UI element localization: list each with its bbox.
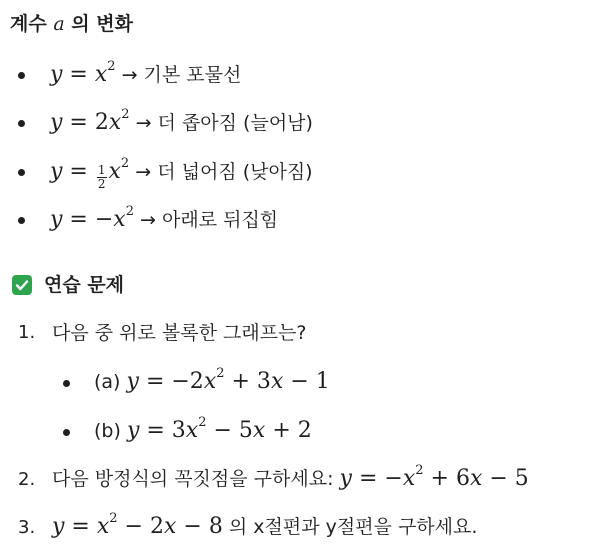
equation: $y = x^2 - 2x - 8$ bbox=[52, 511, 223, 539]
list-item-desc: → 더 좁아짐 (늘어남) bbox=[129, 112, 313, 134]
question-2 bbox=[52, 465, 529, 493]
section-heading-practice: 연습 문제 bbox=[44, 274, 125, 296]
equation: y = $\frac{1}{2}$ $x^2$ bbox=[50, 156, 130, 191]
section-heading-coefficient bbox=[10, 11, 133, 37]
equation: $y = x^2$ bbox=[50, 59, 116, 87]
list-item-flipped bbox=[50, 206, 278, 234]
equation: $y = -x^2 + 6x - 5$ bbox=[339, 463, 529, 491]
bullet-dot bbox=[63, 429, 70, 436]
heading-suffix: 의 변화 bbox=[64, 13, 133, 35]
fraction: $\frac{1}{2}$ bbox=[97, 163, 106, 191]
question-1 bbox=[52, 319, 307, 347]
option-label: (a) bbox=[94, 371, 127, 393]
list-item-desc: → 아래로 뒤집힘 bbox=[134, 209, 279, 231]
question-number: 2. bbox=[18, 469, 36, 490]
bullet-dot bbox=[18, 169, 25, 176]
equation: $y = -2x^2 + 3x - 1$ bbox=[126, 366, 330, 394]
equation: $y = 3x^2 - 5x + 2$ bbox=[126, 415, 312, 443]
list-item-narrow bbox=[50, 109, 313, 137]
bullet-dot bbox=[18, 72, 25, 79]
question-text: 다음 중 위로 볼록한 그래프는? bbox=[52, 322, 307, 344]
equation: $y = 2x^2$ bbox=[50, 107, 130, 135]
question-text: 의 x절편과 y절편을 구하세요. bbox=[222, 516, 478, 538]
heading-variable: a bbox=[53, 13, 65, 35]
option-a bbox=[94, 368, 330, 396]
bullet-dot bbox=[63, 380, 70, 387]
option-b bbox=[94, 417, 312, 445]
option-label: (b) bbox=[94, 420, 127, 442]
check-box-icon bbox=[12, 275, 32, 295]
list-item-wide bbox=[50, 158, 313, 191]
bullet-dot bbox=[18, 120, 25, 127]
question-3 bbox=[52, 513, 477, 541]
heading-prefix: 계수 bbox=[10, 13, 54, 35]
list-item-desc: → 기본 포물선 bbox=[115, 64, 242, 86]
bullet-dot bbox=[18, 217, 25, 224]
question-number: 1. bbox=[18, 322, 36, 343]
question-number: 3. bbox=[18, 517, 36, 538]
question-text: 다음 방정식의 꼭짓점을 구하세요: bbox=[52, 468, 340, 490]
equation: $y = -x^2$ bbox=[50, 204, 134, 232]
list-item-desc: → 더 넓어짐 (낮아짐) bbox=[129, 161, 313, 183]
list-item-basic bbox=[50, 61, 241, 89]
